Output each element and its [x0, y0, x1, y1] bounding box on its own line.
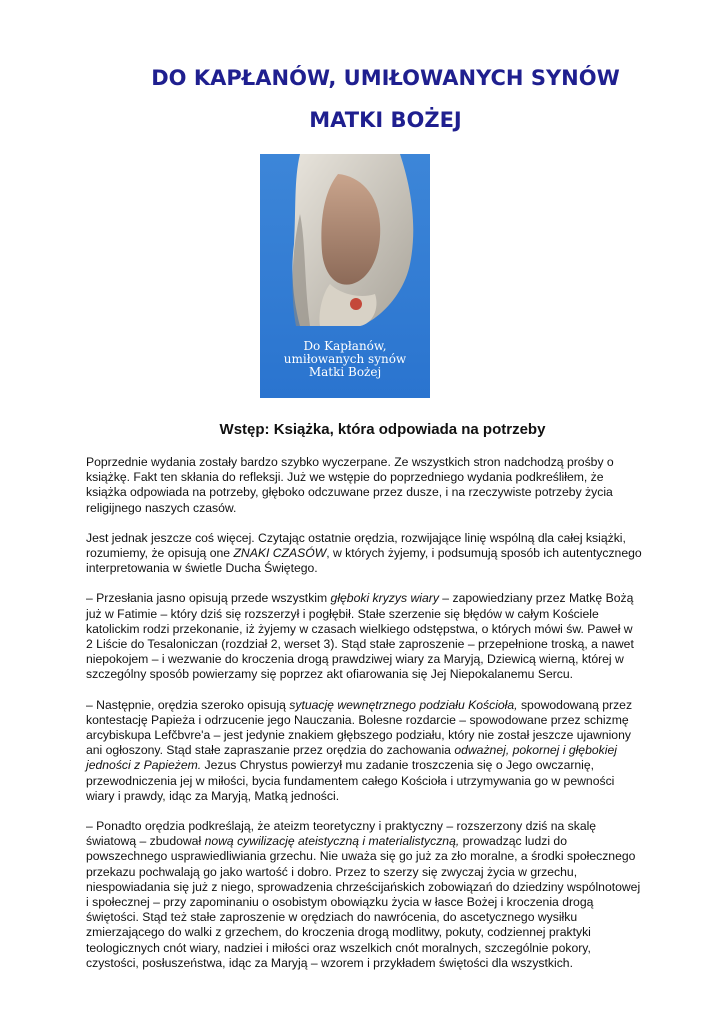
paragraph-2-text-a: Jest jednak jeszcze coś więcej. Czytając ostatnie orędzia, rozwijające linię wspólną dla całej książki, rozumiemy, że opisują one [86, 530, 626, 561]
paragraph-4-text-b: spowodowaną przez kontestację Papieża i odrzucenie jego Nauczania. Bolesne rozdarcie – spowodowane przez schizmę arcybiskupa Lefčbvre'a – jest jedynie znakiem głębszego podziału, który nie został jeszcze ujawniony ani ogłoszony. Stąd stałe zapraszanie przez orędzia do zachowania [86, 697, 633, 758]
document-title-line2: MATKI BOŻEJ [309, 108, 462, 132]
paragraph-5-emphasis: nową cywilizację ateistyczną i materialistyczną, [204, 834, 460, 849]
section-heading: Wstęp: Książka, która odpowiada na potrzeby [219, 421, 546, 438]
paragraph-5-text-b: prowadząc ludzi do powszechnego usprawiedliwiania grzechu. Nie uważa się go już za zło moralne, a środki społecznego przekazu pochwalają go jako wartość i dobro. Przez to szerzy się zwyczaj życia w grzechu, niespowiadania się już z niego, sprowadzenia chrześcijańskich zobowiązań do dziedziny wspólnotowej i społecznej – przy zapominaniu o osobistym obowiązku życia w łasce Bożej i kroczenia drogą świętości. Stąd też stałe zaproszenie w orędziach do nawrócenia, do ascetycznego wysiłku zmierzającego do walki z grzechem, do kroczenia drogą modlitwy, pokuty, codziennej praktyki teologicznych cnót wiary, nadziei i miłości oraz wszelkich cnót moralnych, szczególnie pokory, czystości, posłuszeństwa, idąc za Maryją – wzorem i przykładem świętości dla wszystkich. [86, 834, 641, 970]
paragraph-2-text-b: , w których żyjemy, i podsumują sposób ich autentycznego interpretowania w świetle Ducha Świętego. [86, 546, 642, 576]
paragraph-4-text-a: – Następnie, orędzia szeroko opisują [86, 697, 290, 712]
paragraph-4-emphasis-1: sytuację wewnętrznego podziału Kościoła, [289, 697, 518, 712]
paragraph-4 [86, 698, 642, 804]
book-cover-title [260, 340, 430, 379]
paragraph-3-emphasis: głęboki kryzys wiary [330, 591, 439, 606]
paragraph-4-text-c: Jezus Chrystus powierzył mu zadanie troszczenia się o Jego owczarnię, przewodniczenia jej w miłości, bycia fundamentem całego Kościoła i utrzymywania go w pewności wiary i prawdy, idąc za Maryją, Matką jedności. [86, 758, 615, 803]
document-title-line1: DO KAPŁANÓW, UMIŁOWANYCH SYNÓW [151, 66, 620, 90]
paragraph-1-text: Poprzednie wydania zostały bardzo szybko wyczerpane. Ze wszystkich stron nadchodzą prośby o książkę. Fakt ten skłania do refleksji. Już we wstępie do poprzedniego wydania podkreśliłem, że książka odpowiada na potrzeby, głęboko odczuwane przez dusze, i na rzeczywiste potrzeby życia religijnego naszych czasów. [86, 455, 614, 515]
body-text [86, 455, 642, 986]
cover-title-line2: umiłowanych synów [283, 352, 407, 366]
paragraph-4-emphasis-2: odważnej, pokornej i głębokiej jedności z Papieżem. [86, 743, 617, 773]
paragraph-5-text-a: – Ponadto orędzia podkreślają, że ateizm teoretyczny i praktyczny – rozszerzony dziś na skalę światową – zbudował [86, 819, 597, 849]
paragraph-1 [86, 455, 642, 516]
paragraph-5 [86, 819, 642, 971]
paragraph-2 [86, 531, 642, 577]
book-cover-image [260, 154, 430, 398]
paragraph-3 [86, 591, 642, 682]
paragraph-2-emphasis: ZNAKI CZASÓW [233, 546, 327, 561]
cover-title-line1: Do Kapłanów, [303, 339, 387, 353]
paragraph-3-text-b: – zapowiedziany przez Matkę Bożą już w Fatimie – który dziś się rozszerzył i pogłębił. Stałe szerzenie się błędów w całym Kościele katolickim rodzi przekonanie, iż żyjemy w czasach wielkiego odstępstwa, o których mówi św. Paweł w 2 Liście do Tesaloniczan (rozdział 2, werset 3). Stąd stałe zaproszenie – przepełnione troską, a nawet niepokojem – i wezwanie do kroczenia drogą prawdziwej wiary za Maryją, Dziewicą wierną, której w szczególny sposób powierzamy się poprzez akt ofiarowania się Jej Niepokalanemu Sercu. [86, 591, 634, 682]
cover-title-line3: Matki Bożej [308, 365, 382, 379]
paragraph-3-text-a: – Przesłania jasno opisują przede wszystkim [86, 591, 331, 606]
